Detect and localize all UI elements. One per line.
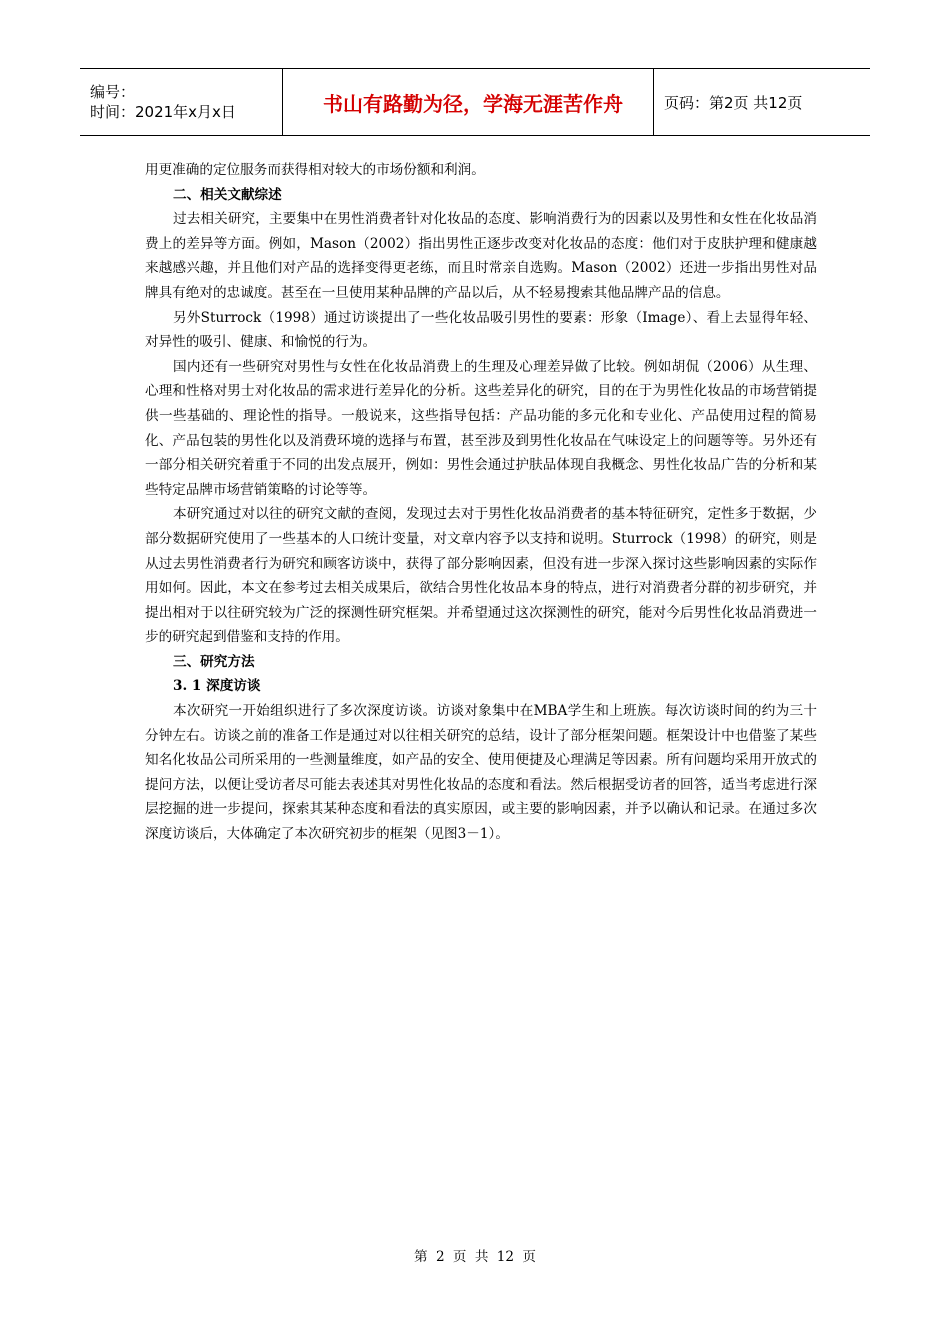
paragraph: 本研究通过对以往的研究文献的查阅，发现过去对于男性化妆品消费者的基本特征研究，定性多于数据，少部分数据研究使用了一些基本的人口统计变量，对文章内容予以支持和说明。Sturrock（1998）的研究，则是从过去男性消费者行为研究和顾客访谈中，获得了部分影响因素，但没有进一步深入探讨这些影响因素的实际作用如何。因此，本文在参考过去相关成果后，欲结合男性化妆品本身的特点，进行对消费者分群的初步研究，并提出相对于以往研究较为广泛的探测性研究框架。并希望通过这次探测性的研究，能对今后男性化妆品消费进一步的研究起到借鉴和支持的作用。 — [145, 506, 817, 646]
header-page-info: 页码：第2页 共12页 — [664, 93, 803, 112]
paragraph: 国内还有一些研究对男性与女性在化妆品消费上的生理及心理差异做了比较。例如胡侃（2006）从生理、心理和性格对男士对化妆品的需求进行差异化的分析。这些差异化的研究，目的在于为男性化妆品的市场营销提供一些基础的、理论性的指导。一般说来，这些指导包括：产品功能的多元化和专业化、产品使用过程的简易化、产品包装的男性化以及消费环境的选择与布置，甚至涉及到男性化妆品在气味设定上的问题等等。另外还有一部分相关研究着重于不同的出发点展开，例如：男性会通过护肤品体现自我概念、男性化妆品广告的分析和某些特定品牌市场营销策略的讨论等等。 — [145, 358, 817, 498]
paragraph: 另外Sturrock（1998）通过访谈提出了一些化妆品吸引男性的要素：形象（Image）、看上去显得年轻、对异性的吸引、健康、和愉悦的行为。 — [145, 309, 817, 351]
document-number-label: 编号： — [90, 83, 136, 101]
document-body — [145, 158, 817, 847]
header-meta — [80, 69, 282, 135]
header-motto: 书山有路勤为径，学海无涯苦作舟 — [282, 69, 654, 135]
page-header — [80, 68, 870, 136]
page-footer: 第 2 页 共 12 页 — [414, 1249, 536, 1265]
document-date: 时间：2021年x月x日 — [90, 103, 236, 121]
subsection-heading: 3. 1 深度访谈 — [173, 678, 261, 695]
paragraph: 过去相关研究，主要集中在男性消费者针对化妆品的态度、影响消费行为的因素以及男性和女性在化妆品消费上的差异等方面。例如，Mason（2002）指出男性正逐步改变对化妆品的态度：他们对于皮肤护理和健康越来越感兴趣，并且他们对产品的选择变得更老练，而且时常亲自选购。Mason（2002）还进一步指出男性对品牌具有绝对的忠诚度。甚至在一旦使用某种品牌的产品以后，从不轻易搜索其他品牌产品的信息。 — [145, 211, 817, 301]
section-heading: 二、相关文献综述 — [173, 186, 282, 203]
section-heading: 三、研究方法 — [173, 653, 255, 670]
paragraph: 本次研究一开始组织进行了多次深度访谈。访谈对象集中在MBA学生和上班族。每次访谈时间的约为三十分钟左右。访谈之前的准备工作是通过对以往相关研究的总结，设计了部分框架问题。框架设计中也借鉴了某些知名化妆品公司所采用的一些测量维度，如产品的安全、使用便捷及心理满足等因素。所有问题均采用开放式的提问方法，以便让受访者尽可能去表述其对男性化妆品的态度和看法。然后根据受访者的回答，适当考虑进行深层挖掘的进一步提问，探索其某种态度和看法的真实原因，或主要的影响因素，并予以确认和记录。在通过多次深度访谈后，大体确定了本次研究初步的框架（见图3－1）。 — [145, 703, 817, 843]
paragraph: 用更准确的定位服务而获得相对较大的市场份额和利润。 — [145, 162, 485, 178]
